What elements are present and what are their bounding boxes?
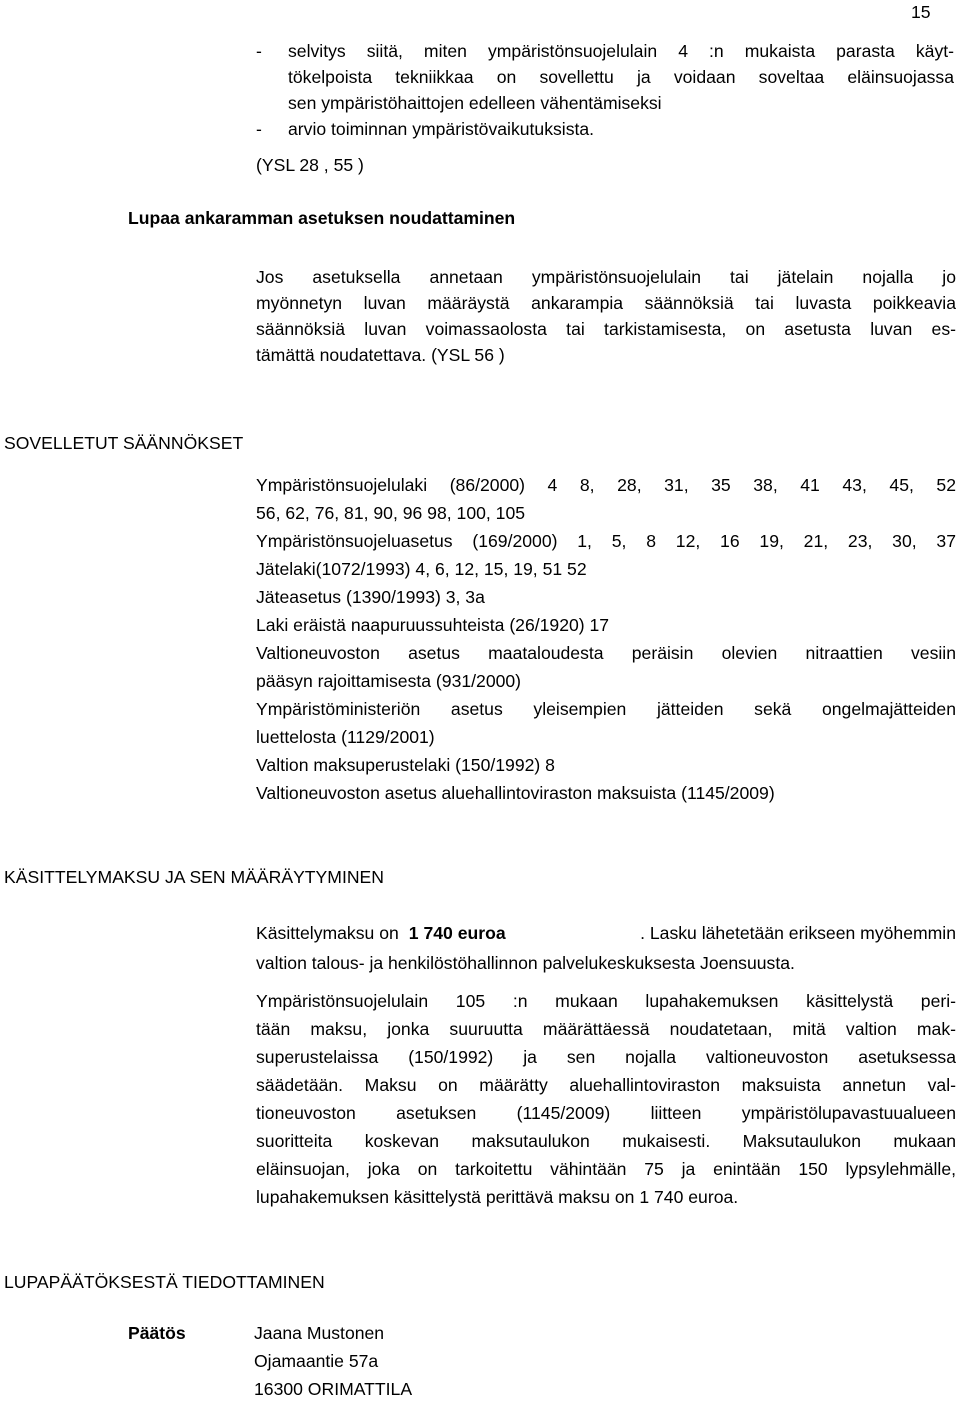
page-number: 15 [911, 2, 931, 22]
bullet-dash: - [256, 119, 262, 139]
fee-paragraph-line: tioneuvoston asetuksen (1145/2009) liitteen ympäristölupavastuualueen [256, 1103, 956, 1123]
section-heading-decision-notice: LUPAPÄÄTÖKSESTÄ TIEDOTTAMINEN [4, 1272, 325, 1292]
regulation-line: Valtion maksuperustelaki (150/1992) 8 [256, 755, 555, 775]
fee-text-suffix: . Lasku lähetetään erikseen myöhemmin [640, 923, 956, 943]
fee-paragraph-line: superustelaissa (150/1992) ja sen nojalla valtioneuvoston asetuksessa [256, 1047, 956, 1067]
regulation-line: Ympäristöministeriön asetus yleisempien jätteiden sekä ongelmajätteiden [256, 699, 956, 719]
bullet-dash: - [256, 41, 262, 61]
fee-text-prefix: Käsittelymaksu on [256, 923, 399, 943]
bullet-line: arvio toiminnan ympäristövaikutuksista. [288, 119, 595, 139]
recipient-street: Ojamaantie 57a [254, 1351, 379, 1371]
regulation-line: pääsyn rajoittamisesta (931/2000) [256, 671, 522, 691]
legal-reference: (YSL 28 , 55 ) [256, 155, 364, 175]
fee-paragraph-line: valtion talous- ja henkilöstöhallinnon palvelukeskuksesta Joensuusta. [256, 953, 795, 973]
fee-paragraph-line: suoritteita koskevan maksutaulukon mukaisesti. Maksutaulukon mukaan [256, 1131, 956, 1151]
regulation-line: Jäteasetus (1390/1993) 3, 3a [256, 587, 485, 607]
paragraph-line: säännöksiä luvan voimassaolosta tai tarkistamisesta, on asetusta luvan es- [256, 319, 956, 339]
fee-paragraph-line: säädetään. Maksu on määrätty aluehallintoviraston maksuista annetun val- [256, 1075, 956, 1095]
fee-paragraph-line: lupahakemuksen käsittelystä perittävä maksu on 1 740 euroa. [256, 1187, 739, 1207]
regulation-line: Jätelaki(1072/1993) 4, 6, 12, 15, 19, 51 52 [256, 559, 587, 579]
recipient-postal: 16300 ORIMATTILA [254, 1379, 413, 1399]
decision-label: Päätös [128, 1323, 186, 1343]
paragraph-line: myönnetyn luvan määräystä ankarampia säännöksiä tai luvasta poikkeavia [256, 293, 956, 313]
regulation-line: Valtioneuvoston asetus maataloudesta peräisin olevien nitraattien vesiin [256, 643, 956, 663]
fee-paragraph-line [256, 920, 956, 946]
bullet-line: selvitys siitä, miten ympäristönsuojelulain 4 :n mukaista parasta käyt- [288, 41, 954, 61]
paragraph-line: tämättä noudatettava. (YSL 56 ) [256, 345, 505, 365]
regulation-line: Valtioneuvoston asetus aluehallintoviraston maksuista (1145/2009) [256, 783, 775, 803]
regulation-line: Laki eräistä naapuruussuhteista (26/1920) 17 [256, 615, 610, 635]
paragraph-line: Jos asetuksella annetaan ympäristönsuojelulain tai jätelain nojalla jo [256, 267, 956, 287]
section-heading-applied-regulations: SOVELLETUT SÄÄNNÖKSET [4, 433, 244, 453]
regulation-line: Ympäristönsuojeluasetus (169/2000) 1, 5, 8 12, 16 19, 21, 23, 30, 37 [256, 531, 956, 551]
section-heading-processing-fee: KÄSITTELYMAKSU JA SEN MÄÄRÄYTYMINEN [4, 867, 384, 887]
regulation-line: luettelosta (1129/2001) [256, 727, 435, 747]
recipient-name: Jaana Mustonen [254, 1323, 385, 1343]
fee-paragraph-line: tään maksu, jonka suuruutta määrättäessä noudatetaan, mitä valtion mak- [256, 1019, 956, 1039]
bullet-line: tökelpoista tekniikkaa on sovellettu ja voidaan soveltaa eläinsuojassa [288, 67, 954, 87]
bullet-line: sen ympäristöhaittojen edelleen vähentämiseksi [288, 93, 662, 113]
fee-paragraph-line: eläinsuojan, joka on tarkoitettu vähintään 75 ja enintään 150 lypsylehmälle, [256, 1159, 956, 1179]
fee-paragraph-line: Ympäristönsuojelulain 105 :n mukaan lupahakemuksen käsittelystä peri- [256, 991, 956, 1011]
section-heading-stricter-regulation: Lupaa ankaramman asetuksen noudattaminen [128, 208, 516, 228]
fee-amount: 1 740 euroa [408, 923, 506, 943]
regulation-line: Ympäristönsuojelulaki (86/2000) 4 8, 28, 31, 35 38, 41 43, 45, 52 [256, 475, 956, 495]
regulation-line: 56, 62, 76, 81, 90, 96 98, 100, 105 [256, 503, 526, 523]
